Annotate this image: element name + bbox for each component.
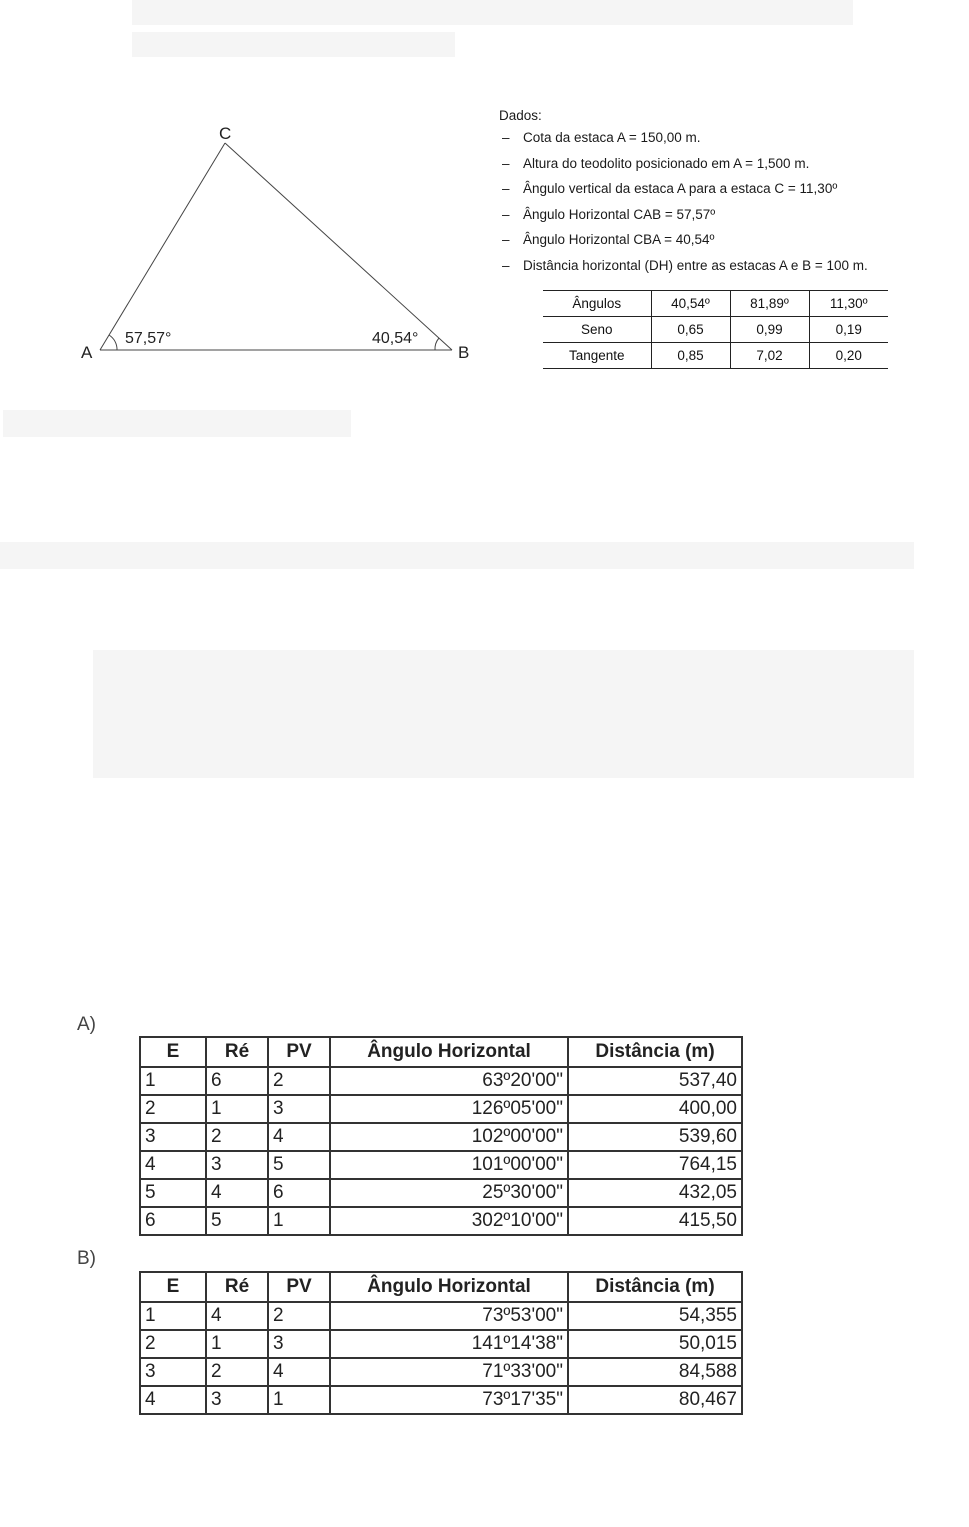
table-cell: 0,19 [809,317,888,343]
table-row [140,1302,742,1330]
vertex-c: C [219,124,232,143]
table-cell: Tangente [543,343,651,369]
table-cell: 101º00'00" [330,1151,568,1179]
table-row [543,343,888,369]
table-row [140,1123,742,1151]
dados-item: – Altura do teodolito posicionado em A = 1,500 m. [499,151,868,177]
table-cell: 80,467 [568,1386,742,1414]
table-cell: 6 [140,1207,206,1235]
redacted-line-4 [0,542,914,569]
table-cell: 25º30'00" [330,1179,568,1207]
table-cell: 7,02 [730,343,809,369]
table-cell: 2 [140,1095,206,1123]
trig-table [543,290,888,369]
dados-item: – Ângulo Horizontal CBA = 40,54º [499,227,868,253]
header-distancia: Distância (m) [568,1272,742,1302]
option-b-table [139,1271,743,1415]
arc-angle-b [435,338,439,350]
table-cell: 73º53'00" [330,1302,568,1330]
table-cell: 5 [268,1151,330,1179]
header-distancia: Distância (m) [568,1037,742,1067]
table-cell: 1 [268,1386,330,1414]
table-cell: 4 [268,1358,330,1386]
table-cell: 0,20 [809,343,888,369]
dados-section [499,107,868,279]
table-cell: 81,89º [730,291,809,317]
table-cell: 2 [206,1358,268,1386]
option-b-label[interactable]: B) [77,1248,96,1269]
header-pv: PV [268,1272,330,1302]
table-cell: 1 [140,1302,206,1330]
option-a-label[interactable]: A) [77,1014,96,1035]
table-cell: 5 [140,1179,206,1207]
table-cell: 73º17'35" [330,1386,568,1414]
side-ac [100,143,225,350]
table-cell: 1 [140,1067,206,1095]
option-a-table [139,1036,743,1236]
table-cell: 764,15 [568,1151,742,1179]
table-row [140,1358,742,1386]
table-cell: 3 [206,1386,268,1414]
table-cell: 71º33'00" [330,1358,568,1386]
header-e: E [140,1272,206,1302]
table-cell: 40,54º [651,291,730,317]
arc-angle-a [109,335,117,350]
table-row [140,1151,742,1179]
header-e: E [140,1037,206,1067]
vertex-b: B [458,343,470,362]
vertex-a: A [81,343,93,362]
table-row [140,1067,742,1095]
table-cell: 4 [206,1179,268,1207]
table-cell: 102º00'00" [330,1123,568,1151]
table-cell: 537,40 [568,1067,742,1095]
table-cell: 1 [206,1330,268,1358]
redacted-box [93,650,914,778]
table-row [543,291,888,317]
table-row [140,1095,742,1123]
table-cell: 1 [268,1207,330,1235]
table-header-row [140,1272,742,1302]
table-cell: 3 [140,1123,206,1151]
dados-item: – Cota da estaca A = 150,00 m. [499,125,868,151]
table-cell: 3 [140,1358,206,1386]
table-cell: 432,05 [568,1179,742,1207]
table-cell: 1 [206,1095,268,1123]
table-cell: 400,00 [568,1095,742,1123]
table-header-row [140,1037,742,1067]
header-angulo: Ângulo Horizontal [330,1037,568,1067]
table-cell: 11,30º [809,291,888,317]
table-cell: 126º05'00" [330,1095,568,1123]
table-cell: 539,60 [568,1123,742,1151]
table-cell: 4 [140,1151,206,1179]
table-cell: 3 [206,1151,268,1179]
table-cell: 63º20'00" [330,1067,568,1095]
table-cell: 4 [268,1123,330,1151]
table-cell: 141º14'38" [330,1330,568,1358]
table-cell: 3 [268,1095,330,1123]
table-cell: 3 [268,1330,330,1358]
table-cell: 54,355 [568,1302,742,1330]
table-cell: 84,588 [568,1358,742,1386]
table-cell: 0,99 [730,317,809,343]
side-bc [225,143,452,350]
table-cell: 2 [268,1302,330,1330]
table-cell: Ângulos [543,291,651,317]
table-cell: 5 [206,1207,268,1235]
header-re: Ré [206,1272,268,1302]
dados-item: – Distância horizontal (DH) entre as estacas A e B = 100 m. [499,253,868,279]
table-row [543,317,888,343]
table-cell: 2 [140,1330,206,1358]
table-row [140,1386,742,1414]
dados-item: – Ângulo Horizontal CAB = 57,57º [499,202,868,228]
table-row [140,1179,742,1207]
table-row [140,1330,742,1358]
table-cell: 0,65 [651,317,730,343]
header-pv: PV [268,1037,330,1067]
header-re: Ré [206,1037,268,1067]
table-cell: 302º10'00" [330,1207,568,1235]
table-cell: 415,50 [568,1207,742,1235]
table-cell: 6 [268,1179,330,1207]
table-cell: 2 [268,1067,330,1095]
table-cell: 6 [206,1067,268,1095]
table-row [140,1207,742,1235]
table-cell: Seno [543,317,651,343]
dados-item: – Ângulo vertical da estaca A para a estaca C = 11,30º [499,176,868,202]
table-cell: 50,015 [568,1330,742,1358]
table-cell: 0,85 [651,343,730,369]
table-cell: 4 [206,1302,268,1330]
header-angulo: Ângulo Horizontal [330,1272,568,1302]
table-cell: 2 [206,1123,268,1151]
table-cell: 4 [140,1386,206,1414]
angle-a-label: 57,57° [125,330,172,347]
angle-b-label: 40,54° [372,330,419,347]
dados-title: Dados: [499,108,542,123]
